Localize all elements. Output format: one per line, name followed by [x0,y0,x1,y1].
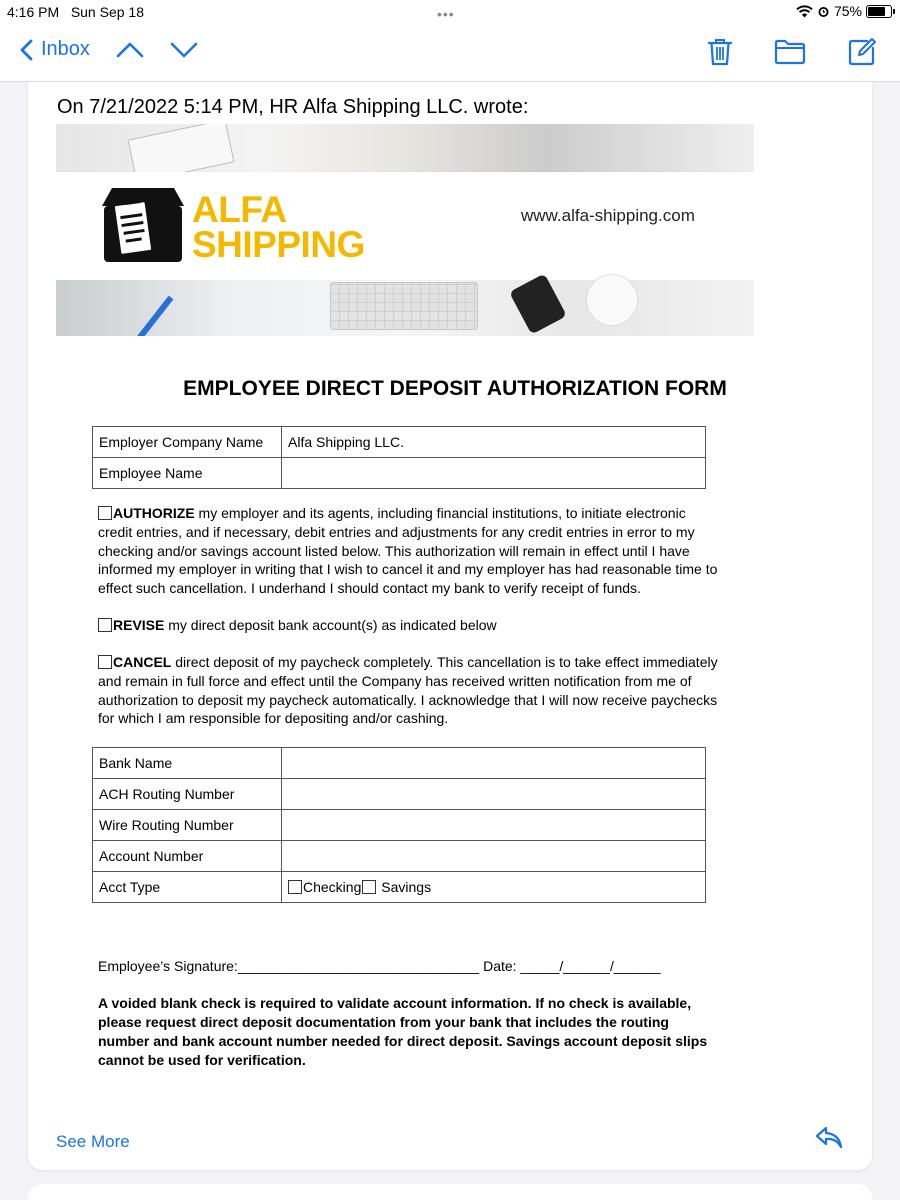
message-card [28,82,872,1170]
table-cell-value [282,779,706,810]
checking-checkbox[interactable] [288,880,302,894]
checking-label: Checking [303,879,362,895]
authorize-checkbox[interactable] [98,506,112,520]
cancel-text: direct deposit of my paycheck completely. This cancellation is to take effect immediately and remain in full force and effect until the Company has received written notification from me of authorization to deposit my paycheck automatically. I acknowledge that I will now receive paychecks for which I am responsible for depositing and/or cashing. [98,654,718,727]
table-row [93,748,706,779]
voided-check-note: A voided blank check is required to validate account information. If no check is available, please request direct deposit documentation from your bank that includes the routing number and bank account number needed for direct deposit. Savings account deposit slips cannot be used for verification. [98,995,708,1068]
table-row [93,810,706,841]
form-title: EMPLOYEE DIRECT DEPOSIT AUTHORIZATION FORM [183,377,727,400]
table-cell-value: Alfa Shipping LLC. [282,427,706,458]
previous-message-button[interactable] [116,40,144,60]
next-message-card [28,1184,872,1200]
battery-icon [866,5,892,18]
table-row [93,872,706,903]
alarm-icon [817,5,830,18]
status-bar [0,0,900,24]
employer-table [92,426,706,489]
table-row [93,841,706,872]
table-cell-value [282,841,706,872]
back-chevron-icon [20,39,33,61]
cancel-checkbox[interactable] [98,655,112,669]
authorize-keyword: AUTHORIZE [113,505,195,521]
banner-url: www.alfa-shipping.com [521,206,695,225]
multitasking-dots-icon[interactable]: ••• [437,6,455,22]
folder-icon [774,39,806,65]
banner-keyboard-graphic [330,282,478,330]
reply-icon [814,1125,844,1151]
revise-paragraph [98,616,718,635]
acct-type-options [282,872,706,903]
company-banner [56,124,754,336]
signature-line: Employee’s Signature:_______________________________ Date: _____/______/______ [98,958,661,974]
table-cell-label: Bank Name [93,748,282,779]
status-right [796,3,892,19]
bank-table [92,747,706,903]
compose-button[interactable] [847,37,877,67]
table-cell-label: ACH Routing Number [93,779,282,810]
next-message-button[interactable] [170,40,198,60]
battery-percent: 75% [833,3,862,19]
compose-icon [847,37,877,67]
table-cell-label: Wire Routing Number [93,810,282,841]
revise-checkbox[interactable] [98,618,112,632]
trash-button[interactable] [706,37,734,67]
table-cell-label: Account Number [93,841,282,872]
trash-icon [706,37,734,67]
revise-text: my direct deposit bank account(s) as indicated below [164,617,497,633]
banner-logo-text [192,189,365,265]
table-cell-value [282,810,706,841]
table-cell-label: Acct Type [93,872,282,903]
logo-line-1: ALFA [192,189,287,230]
savings-checkbox[interactable] [362,880,376,894]
back-label: Inbox [41,38,90,60]
table-cell-value [282,748,706,779]
clipboard-box-logo-icon [98,184,188,266]
chevron-up-icon [116,40,144,60]
table-row [93,427,706,458]
table-cell-value [282,458,706,489]
banner-cup-graphic [586,274,638,326]
status-time: 4:16 PM Sun Sep 18 [7,4,144,20]
authorize-paragraph [98,504,718,598]
savings-label: Savings [377,879,432,895]
quote-header: On 7/21/2022 5:14 PM, HR Alfa Shipping LLC. wrote: [57,96,529,118]
chevron-down-icon [170,40,198,60]
cancel-keyword: CANCEL [113,654,172,670]
revise-keyword: REVISE [113,617,165,633]
move-to-folder-button[interactable] [774,39,806,65]
reply-button[interactable] [814,1125,844,1156]
logo-line-2: SHIPPING [192,224,365,265]
wifi-icon [796,5,813,18]
authorize-text: my employer and its agents, including financial institutions, to initiate electronic credit entries, and if necessary, debit entries and adjustments for any credit entries in error to my checking and/or savings account listed below. This authorization will remain in effect until I have informed my employer in writing that I wish to cancel it and my employer has had reasonable time to effect such cancellation. I underhand I should contact my bank to verify receipt of funds. [98,505,718,597]
table-cell-label: Employee Name [93,458,282,489]
mail-toolbar [0,24,900,82]
see-more-link[interactable]: See More [56,1132,130,1151]
table-cell-label: Employer Company Name [93,427,282,458]
table-row [93,458,706,489]
table-row [93,779,706,810]
cancel-paragraph [98,653,718,728]
back-to-inbox-button[interactable] [20,38,90,61]
